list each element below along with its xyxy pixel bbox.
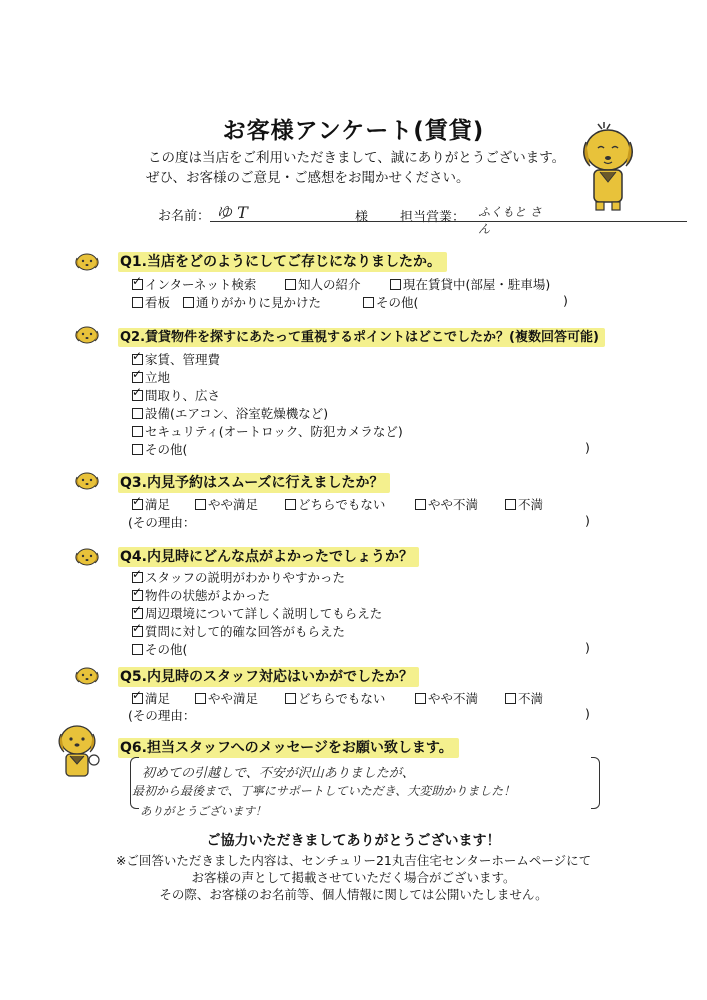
name-underline	[210, 221, 687, 222]
q5-option-somewhat-dissatisfied[interactable]: やや不満	[415, 689, 478, 707]
footer-note-1: ※ご回答いただきました内容は、センチュリー21丸吉住宅センターホームページにて	[115, 853, 592, 868]
checkbox[interactable]	[132, 693, 143, 704]
q4-option-surroundings[interactable]: ✓周辺環境について詳しく説明してもらえた	[132, 604, 382, 622]
q2-option-security[interactable]: セキュリティ(オートロック、防犯カメラなど)	[132, 422, 403, 440]
q4-close-paren: )	[585, 640, 590, 655]
q5-option-somewhat-satisfied[interactable]: やや満足	[195, 689, 258, 707]
q2-option-other[interactable]: その他(	[132, 440, 187, 458]
checkbox[interactable]	[132, 572, 143, 583]
q1-label: Q1.当店をどのようにしてご存じになりましたか。	[118, 251, 447, 271]
q3-option-somewhat-satisfied[interactable]: やや満足	[195, 495, 258, 513]
checkbox[interactable]	[363, 297, 374, 308]
checkbox[interactable]	[132, 608, 143, 619]
q4-option-clear-explanation[interactable]: ✓スタッフの説明がわかりやすかった	[132, 568, 345, 586]
q2-close-paren: )	[585, 440, 590, 455]
q1-option-internet[interactable]: ✓インターネット検索	[132, 275, 256, 293]
q1-option-referral[interactable]: 知人の紹介	[285, 275, 361, 293]
q4-option-accurate-answers[interactable]: ✓質問に対して的確な回答がもらえた	[132, 622, 345, 640]
checkbox[interactable]	[505, 499, 516, 510]
intro-line-2: ぜひ、お客様のご意見・ご感想をお聞かせください。	[146, 170, 470, 186]
message-line-1: 初めての引越しで、不安が沢山ありましたが、	[142, 766, 415, 781]
small-dog-icon	[74, 470, 100, 492]
small-dog-icon	[74, 251, 100, 273]
checkbox[interactable]	[132, 426, 143, 437]
mascot-dog-icon	[52, 722, 102, 782]
q3-option-dissatisfied[interactable]: 不満	[505, 495, 543, 513]
checkbox[interactable]	[132, 297, 143, 308]
checkbox[interactable]	[132, 354, 143, 365]
footer-note-3: その際、お客様のお名前等、個人情報に関しては公開いたしません。	[159, 887, 548, 902]
small-dog-icon	[74, 324, 100, 346]
q4-label: Q4.内見時にどんな点がよかったでしょうか？	[118, 546, 419, 566]
q4-option-property-condition[interactable]: ✓物件の状態がよかった	[132, 586, 270, 604]
q2-label: Q2.賃貸物件を探すにあたって重視するポイントはどこでしたか？(複数回答可能)	[118, 326, 605, 345]
checkbox[interactable]	[390, 279, 401, 290]
checkbox[interactable]	[415, 499, 426, 510]
staff-label: 担当営業：	[400, 210, 466, 225]
q1-option-other[interactable]: その他(	[363, 293, 418, 311]
q1-option-passing-by[interactable]: 通りがかりに見かけた	[183, 293, 321, 311]
q5-reason[interactable]: (その理由：	[128, 708, 196, 723]
q1-option-signboard[interactable]: 看板	[132, 293, 170, 311]
small-dog-icon	[74, 546, 100, 568]
message-line-3: ありがとうございます！	[140, 804, 267, 818]
staff-value: ふくもと さん	[478, 205, 542, 236]
q3-option-neutral[interactable]: どちらでもない	[285, 495, 385, 513]
name-label: お名前：	[158, 209, 211, 224]
q3-reason[interactable]: (その理由：	[128, 515, 196, 530]
page-title: お客様アンケート(賃貸)	[222, 118, 485, 144]
q2-option-rent[interactable]: ✓家賃、管理費	[132, 350, 220, 368]
q6-label: Q6.担当スタッフへのメッセージをお願い致します。	[118, 737, 459, 757]
checkbox[interactable]	[132, 626, 143, 637]
q3-label: Q3.内見予約はスムーズに行えましたか？	[118, 472, 390, 492]
checkbox[interactable]	[132, 390, 143, 401]
q5-option-neutral[interactable]: どちらでもない	[285, 689, 385, 707]
checkbox[interactable]	[505, 693, 516, 704]
intro-line-1: この度は当店をご利用いただきまして、誠にありがとうございます。	[148, 150, 566, 166]
checkbox[interactable]	[132, 279, 143, 290]
q2-option-layout[interactable]: ✓間取り、広さ	[132, 386, 220, 404]
checkbox[interactable]	[415, 693, 426, 704]
name-value: ゆ T	[216, 203, 248, 222]
checkbox[interactable]	[285, 499, 296, 510]
q2-option-equipment[interactable]: 設備(エアコン、浴室乾燥機など)	[132, 404, 328, 422]
q5-option-dissatisfied[interactable]: 不満	[505, 689, 543, 707]
checkbox[interactable]	[183, 297, 194, 308]
checkbox[interactable]	[132, 644, 143, 655]
q3-option-satisfied[interactable]: ✓満足	[132, 495, 170, 513]
checkbox[interactable]	[195, 693, 206, 704]
small-dog-icon	[74, 665, 100, 687]
mascot-dog-icon	[578, 120, 638, 215]
checkbox[interactable]	[195, 499, 206, 510]
q3-close-paren: )	[585, 513, 590, 528]
checkbox[interactable]	[132, 590, 143, 601]
q2-option-location[interactable]: ✓立地	[132, 368, 170, 386]
checkbox[interactable]	[285, 279, 296, 290]
q1-option-current-tenant[interactable]: 現在賃貸中(部屋・駐車場)	[390, 275, 550, 293]
checkbox[interactable]	[132, 408, 143, 419]
checkbox[interactable]	[285, 693, 296, 704]
message-line-2: 最初から最後まで、丁寧にサポートしていただき、大変助かりました！	[132, 784, 516, 798]
q5-label: Q5.内見時のスタッフ対応はいかがでしたか？	[118, 666, 419, 686]
thanks-text: ご協力いただきましてありがとうございます！	[206, 833, 501, 849]
q1-close-paren: )	[563, 293, 568, 308]
footer-note-2: お客様の声として掲載させていただく場合がございます。	[191, 870, 516, 885]
right-bracket	[591, 757, 600, 809]
name-row	[150, 203, 550, 236]
q4-option-other[interactable]: その他(	[132, 640, 187, 658]
sama-label: 様	[355, 210, 369, 225]
q5-option-satisfied[interactable]: ✓満足	[132, 689, 170, 707]
checkbox[interactable]	[132, 372, 143, 383]
q3-option-somewhat-dissatisfied[interactable]: やや不満	[415, 495, 478, 513]
checkbox[interactable]	[132, 444, 143, 455]
checkbox[interactable]	[132, 499, 143, 510]
q5-close-paren: )	[585, 706, 590, 721]
